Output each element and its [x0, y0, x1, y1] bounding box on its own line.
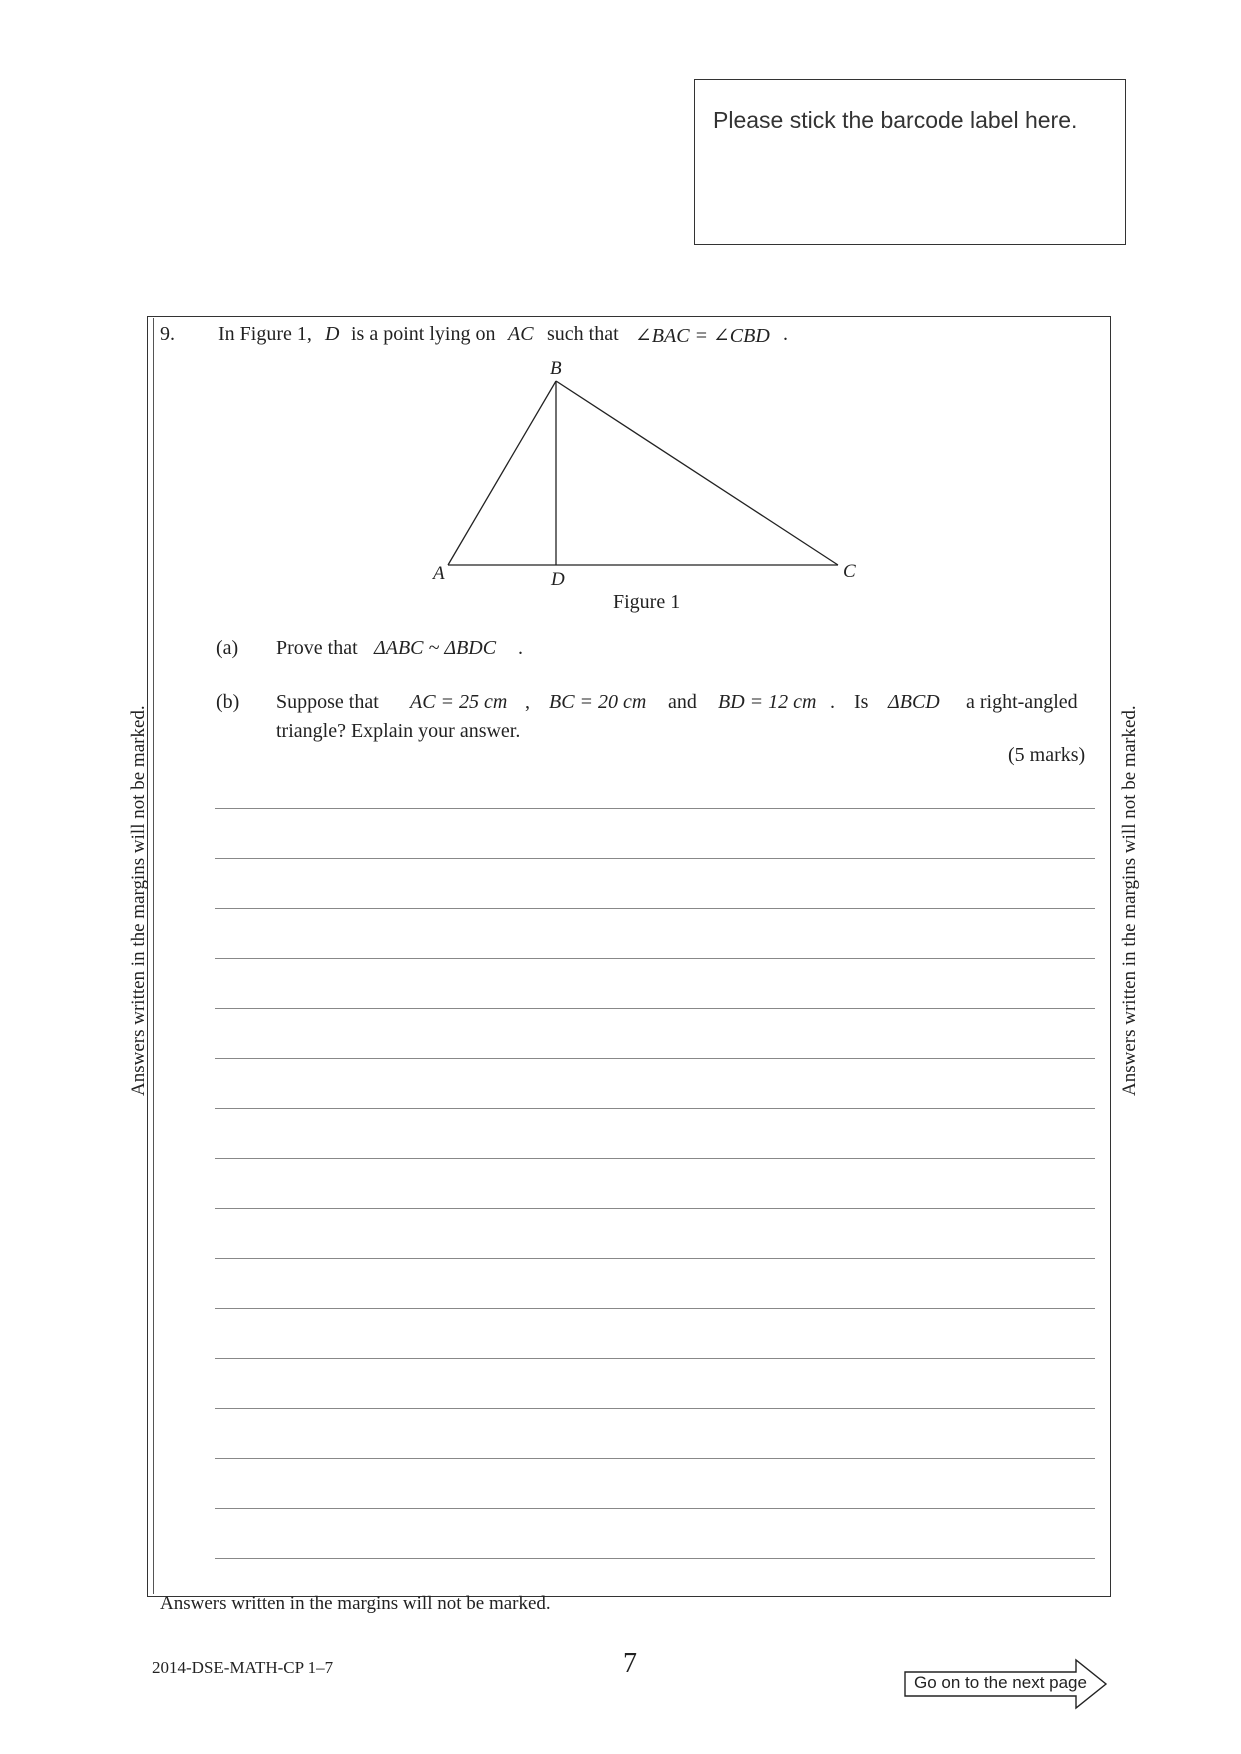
- question-stem-end: .: [783, 323, 788, 345]
- barcode-instruction: Please stick the barcode label here.: [713, 107, 1078, 133]
- part-a-label: (a): [216, 637, 239, 659]
- side-bc: [556, 381, 838, 565]
- part-a-expression: ΔABC ~ ΔBDC: [374, 637, 497, 659]
- part-a-suffix: .: [518, 637, 523, 659]
- part-b-ac: AC = 25 cm: [410, 691, 508, 713]
- paper-code: 2014-DSE-MATH-CP 1–7: [152, 1658, 334, 1677]
- next-page-button[interactable]: [904, 1658, 1112, 1710]
- part-b-label: (b): [216, 691, 240, 713]
- answer-line[interactable]: [215, 1308, 1095, 1309]
- answer-line[interactable]: [215, 1358, 1095, 1359]
- part-b-line2: triangle? Explain your answer.: [276, 720, 521, 742]
- part-b-w1: Suppose that: [276, 691, 379, 713]
- margin-note-right: Answers written in the margins will not be marked.: [1119, 705, 1140, 1096]
- part-b-bc: BC = 20 cm: [549, 691, 647, 713]
- part-a-prefix: Prove that: [276, 637, 358, 659]
- answer-line[interactable]: [215, 1008, 1095, 1009]
- marks: (5 marks): [1008, 744, 1086, 766]
- next-page-label: Go on to the next page: [914, 1673, 1087, 1692]
- part-b-right-angled: a right-angled: [966, 691, 1078, 713]
- label-b: B: [550, 358, 562, 379]
- answer-line[interactable]: [215, 1508, 1095, 1509]
- margin-note-left: Answers written in the margins will not be marked.: [128, 705, 149, 1096]
- part-b-comma: ,: [525, 691, 530, 713]
- answer-line[interactable]: [215, 1058, 1095, 1059]
- question-stem-such: such that: [547, 323, 619, 345]
- part-b-bd: BD = 12 cm: [718, 691, 817, 713]
- answer-line[interactable]: [215, 1258, 1095, 1259]
- answer-line[interactable]: [215, 958, 1095, 959]
- answer-line[interactable]: [215, 1208, 1095, 1209]
- answer-line[interactable]: [215, 1558, 1095, 1559]
- question-point-d: D: [325, 323, 340, 345]
- question-angle-equation: ∠BAC = ∠CBD: [635, 325, 770, 347]
- part-b-dot: .: [830, 691, 835, 713]
- answer-line[interactable]: [215, 908, 1095, 909]
- answer-line[interactable]: [215, 1408, 1095, 1409]
- answer-line[interactable]: [215, 808, 1095, 809]
- question-stem-prefix: In Figure 1,: [218, 323, 312, 345]
- part-b-triangle: ΔBCD: [888, 691, 940, 713]
- margin-note-bottom: Answers written in the margins will not be marked.: [160, 1593, 551, 1614]
- barcode-label-box: [694, 79, 1126, 245]
- part-b-is: Is: [854, 691, 869, 713]
- answer-line[interactable]: [215, 1108, 1095, 1109]
- page-number: 7: [623, 1648, 637, 1679]
- answer-line[interactable]: [215, 858, 1095, 859]
- answer-line[interactable]: [215, 1458, 1095, 1459]
- question-segment-ac: AC: [508, 323, 534, 345]
- answer-box-left-rule: [153, 318, 154, 1594]
- question-stem-mid: is a point lying on: [351, 323, 496, 345]
- label-a: A: [433, 563, 445, 584]
- label-c: C: [843, 561, 856, 582]
- part-b-and: and: [668, 691, 697, 713]
- answer-line[interactable]: [215, 1158, 1095, 1159]
- side-ab: [448, 381, 556, 565]
- question-number: 9.: [160, 323, 175, 345]
- figure-1-triangle: [430, 355, 860, 595]
- figure-caption: Figure 1: [613, 591, 681, 613]
- label-d: D: [551, 569, 565, 590]
